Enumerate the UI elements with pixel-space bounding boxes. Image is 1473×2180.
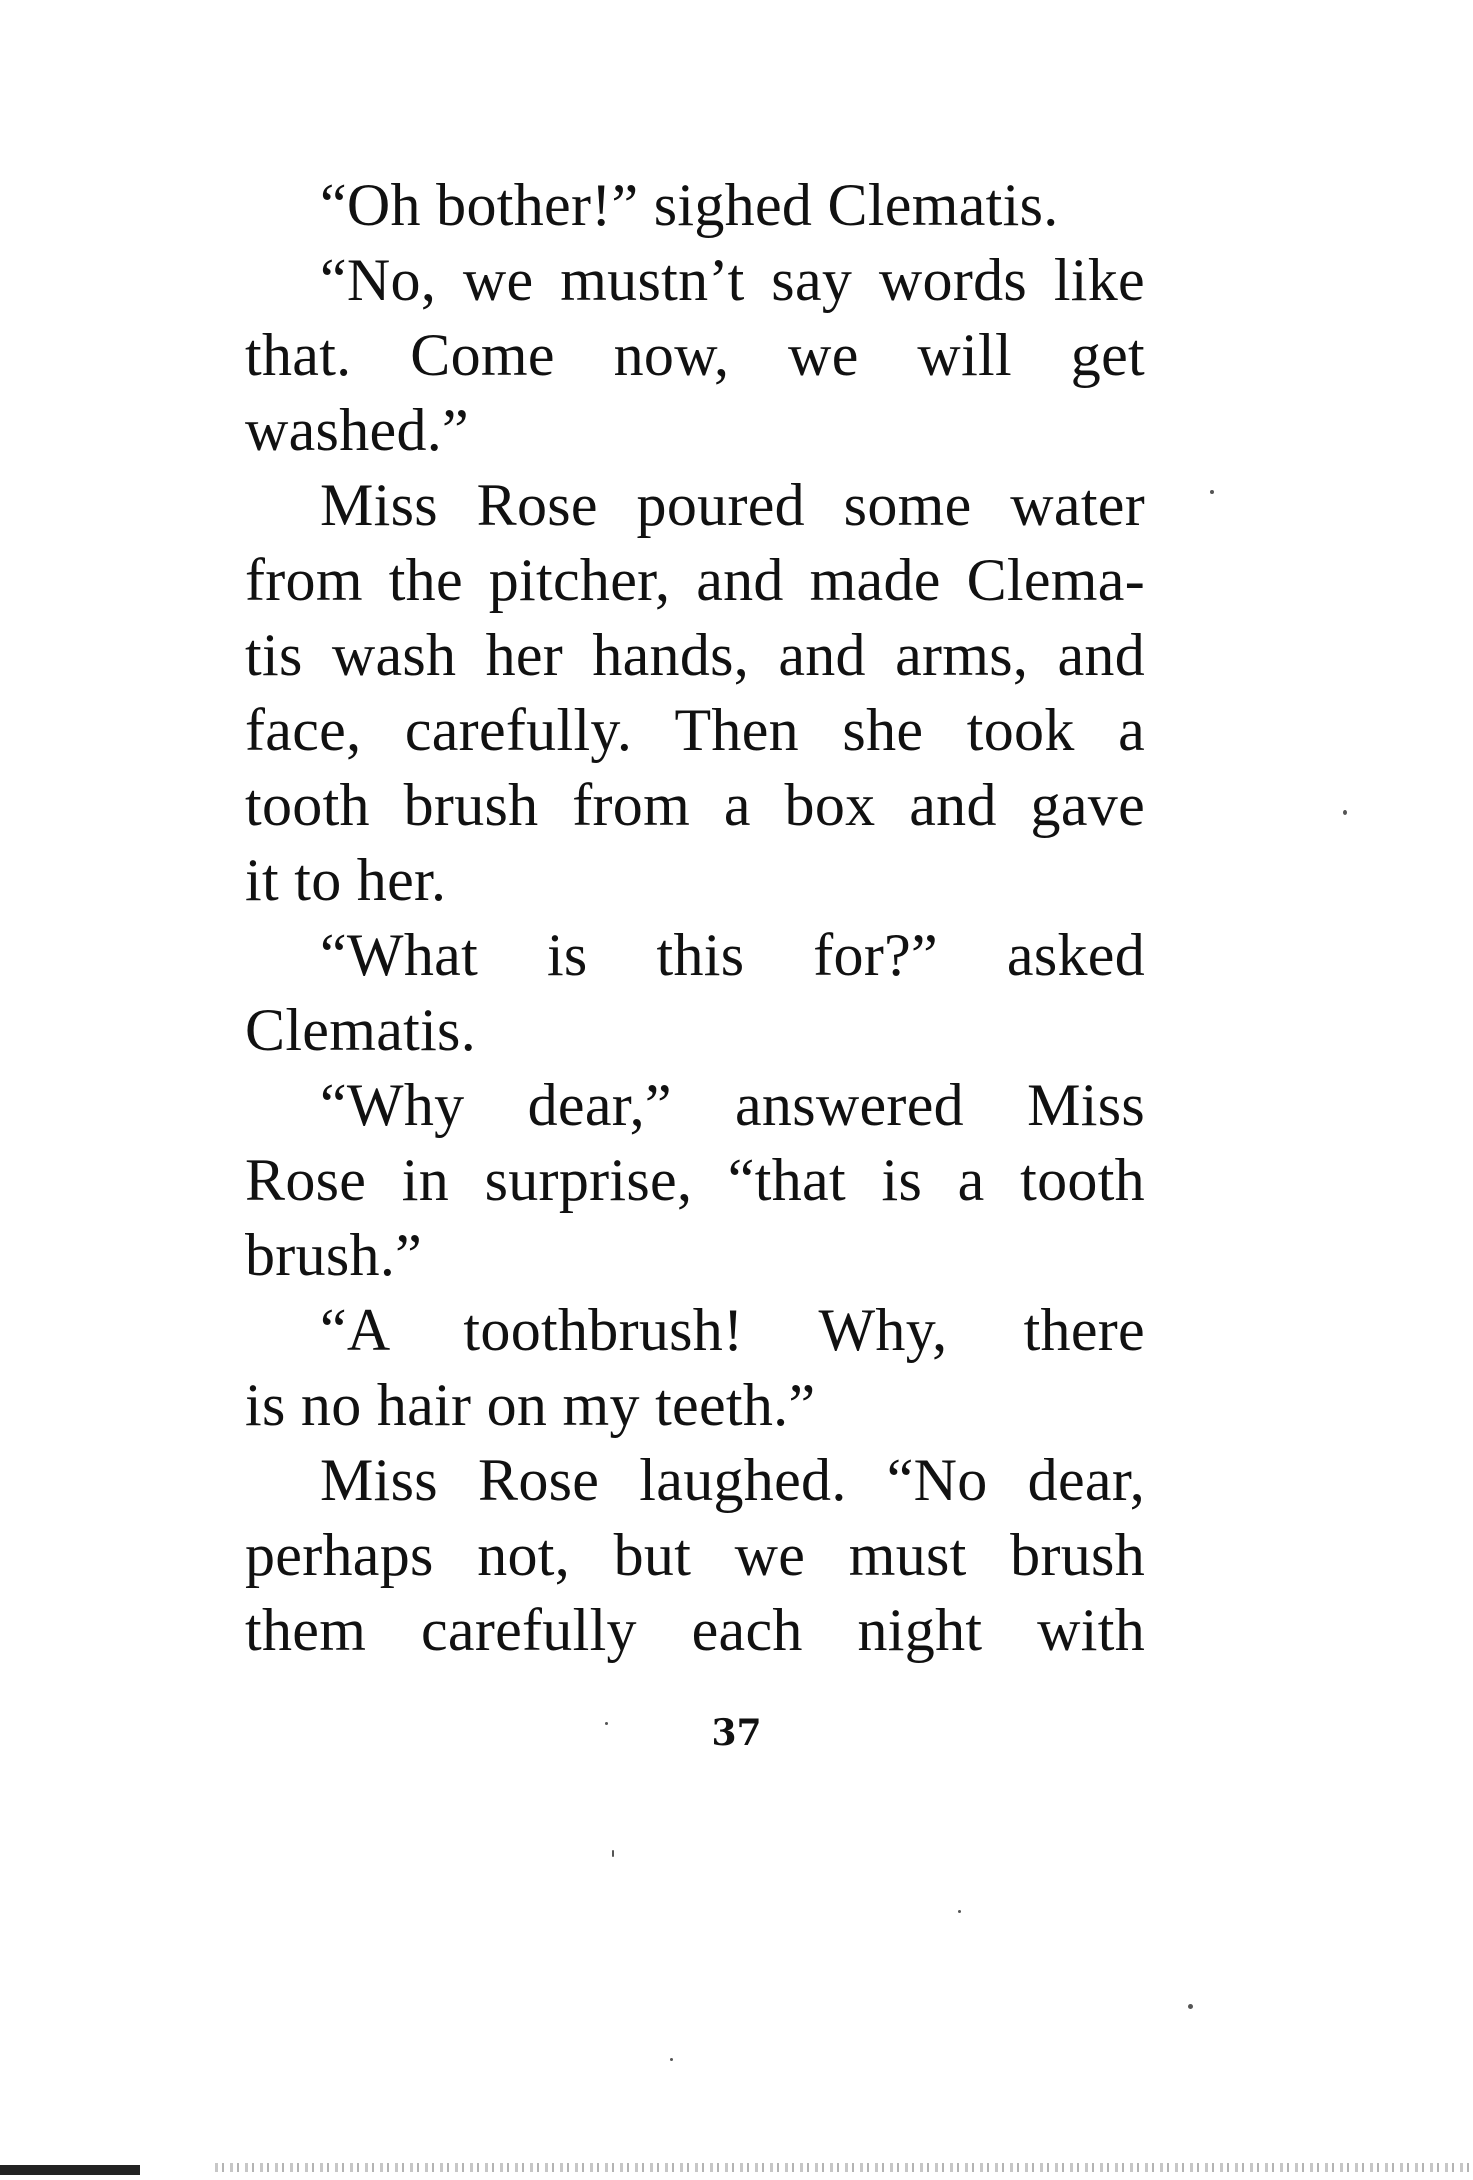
text-line: “Why dear,” answered Miss: [320, 1072, 1145, 1138]
scan-speck: [1188, 2004, 1193, 2009]
text-line: them carefully each night with: [245, 1597, 1145, 1663]
text-line: from the pitcher, and made Clema-: [245, 547, 1145, 613]
text-line: Miss Rose laughed. “No dear,: [320, 1447, 1145, 1513]
page-number: 37: [711, 1712, 762, 1754]
body-text: [245, 168, 1145, 1668]
scan-edge-mark: [0, 2165, 140, 2175]
text-line: “No, we mustn’t say words like: [320, 247, 1145, 313]
text-line: brush.”: [245, 1222, 423, 1288]
scan-speck: [1210, 490, 1214, 494]
text-line: “Oh bother!” sighed Clematis.: [320, 172, 1059, 238]
text-line: that. Come now, we will get: [245, 322, 1145, 388]
text-line: perhaps not, but we must brush: [245, 1522, 1145, 1588]
scan-edge-noise: [215, 2163, 1470, 2172]
text-line: “A toothbrush! Why, there: [320, 1297, 1145, 1363]
scan-speck: [1343, 810, 1347, 815]
text-line: face, carefully. Then she took a: [245, 697, 1145, 763]
text-line: Clematis.: [245, 997, 477, 1063]
text-line: Miss Rose poured some water: [320, 472, 1145, 538]
text-line: washed.”: [245, 397, 469, 463]
text-line: it to her.: [245, 847, 447, 913]
text-line: tooth brush from a box and gave: [245, 772, 1145, 838]
scan-speck: [958, 1910, 961, 1913]
scan-speck: [612, 1850, 614, 1857]
text-line: “What is this for?” asked: [320, 922, 1145, 988]
scan-speck: [670, 2058, 673, 2061]
scan-speck: [605, 1722, 608, 1725]
text-line: is no hair on my teeth.”: [245, 1372, 816, 1438]
text-line: tis wash her hands, and arms, and: [245, 622, 1145, 688]
text-line: Rose in surprise, “that is a tooth: [245, 1147, 1145, 1213]
